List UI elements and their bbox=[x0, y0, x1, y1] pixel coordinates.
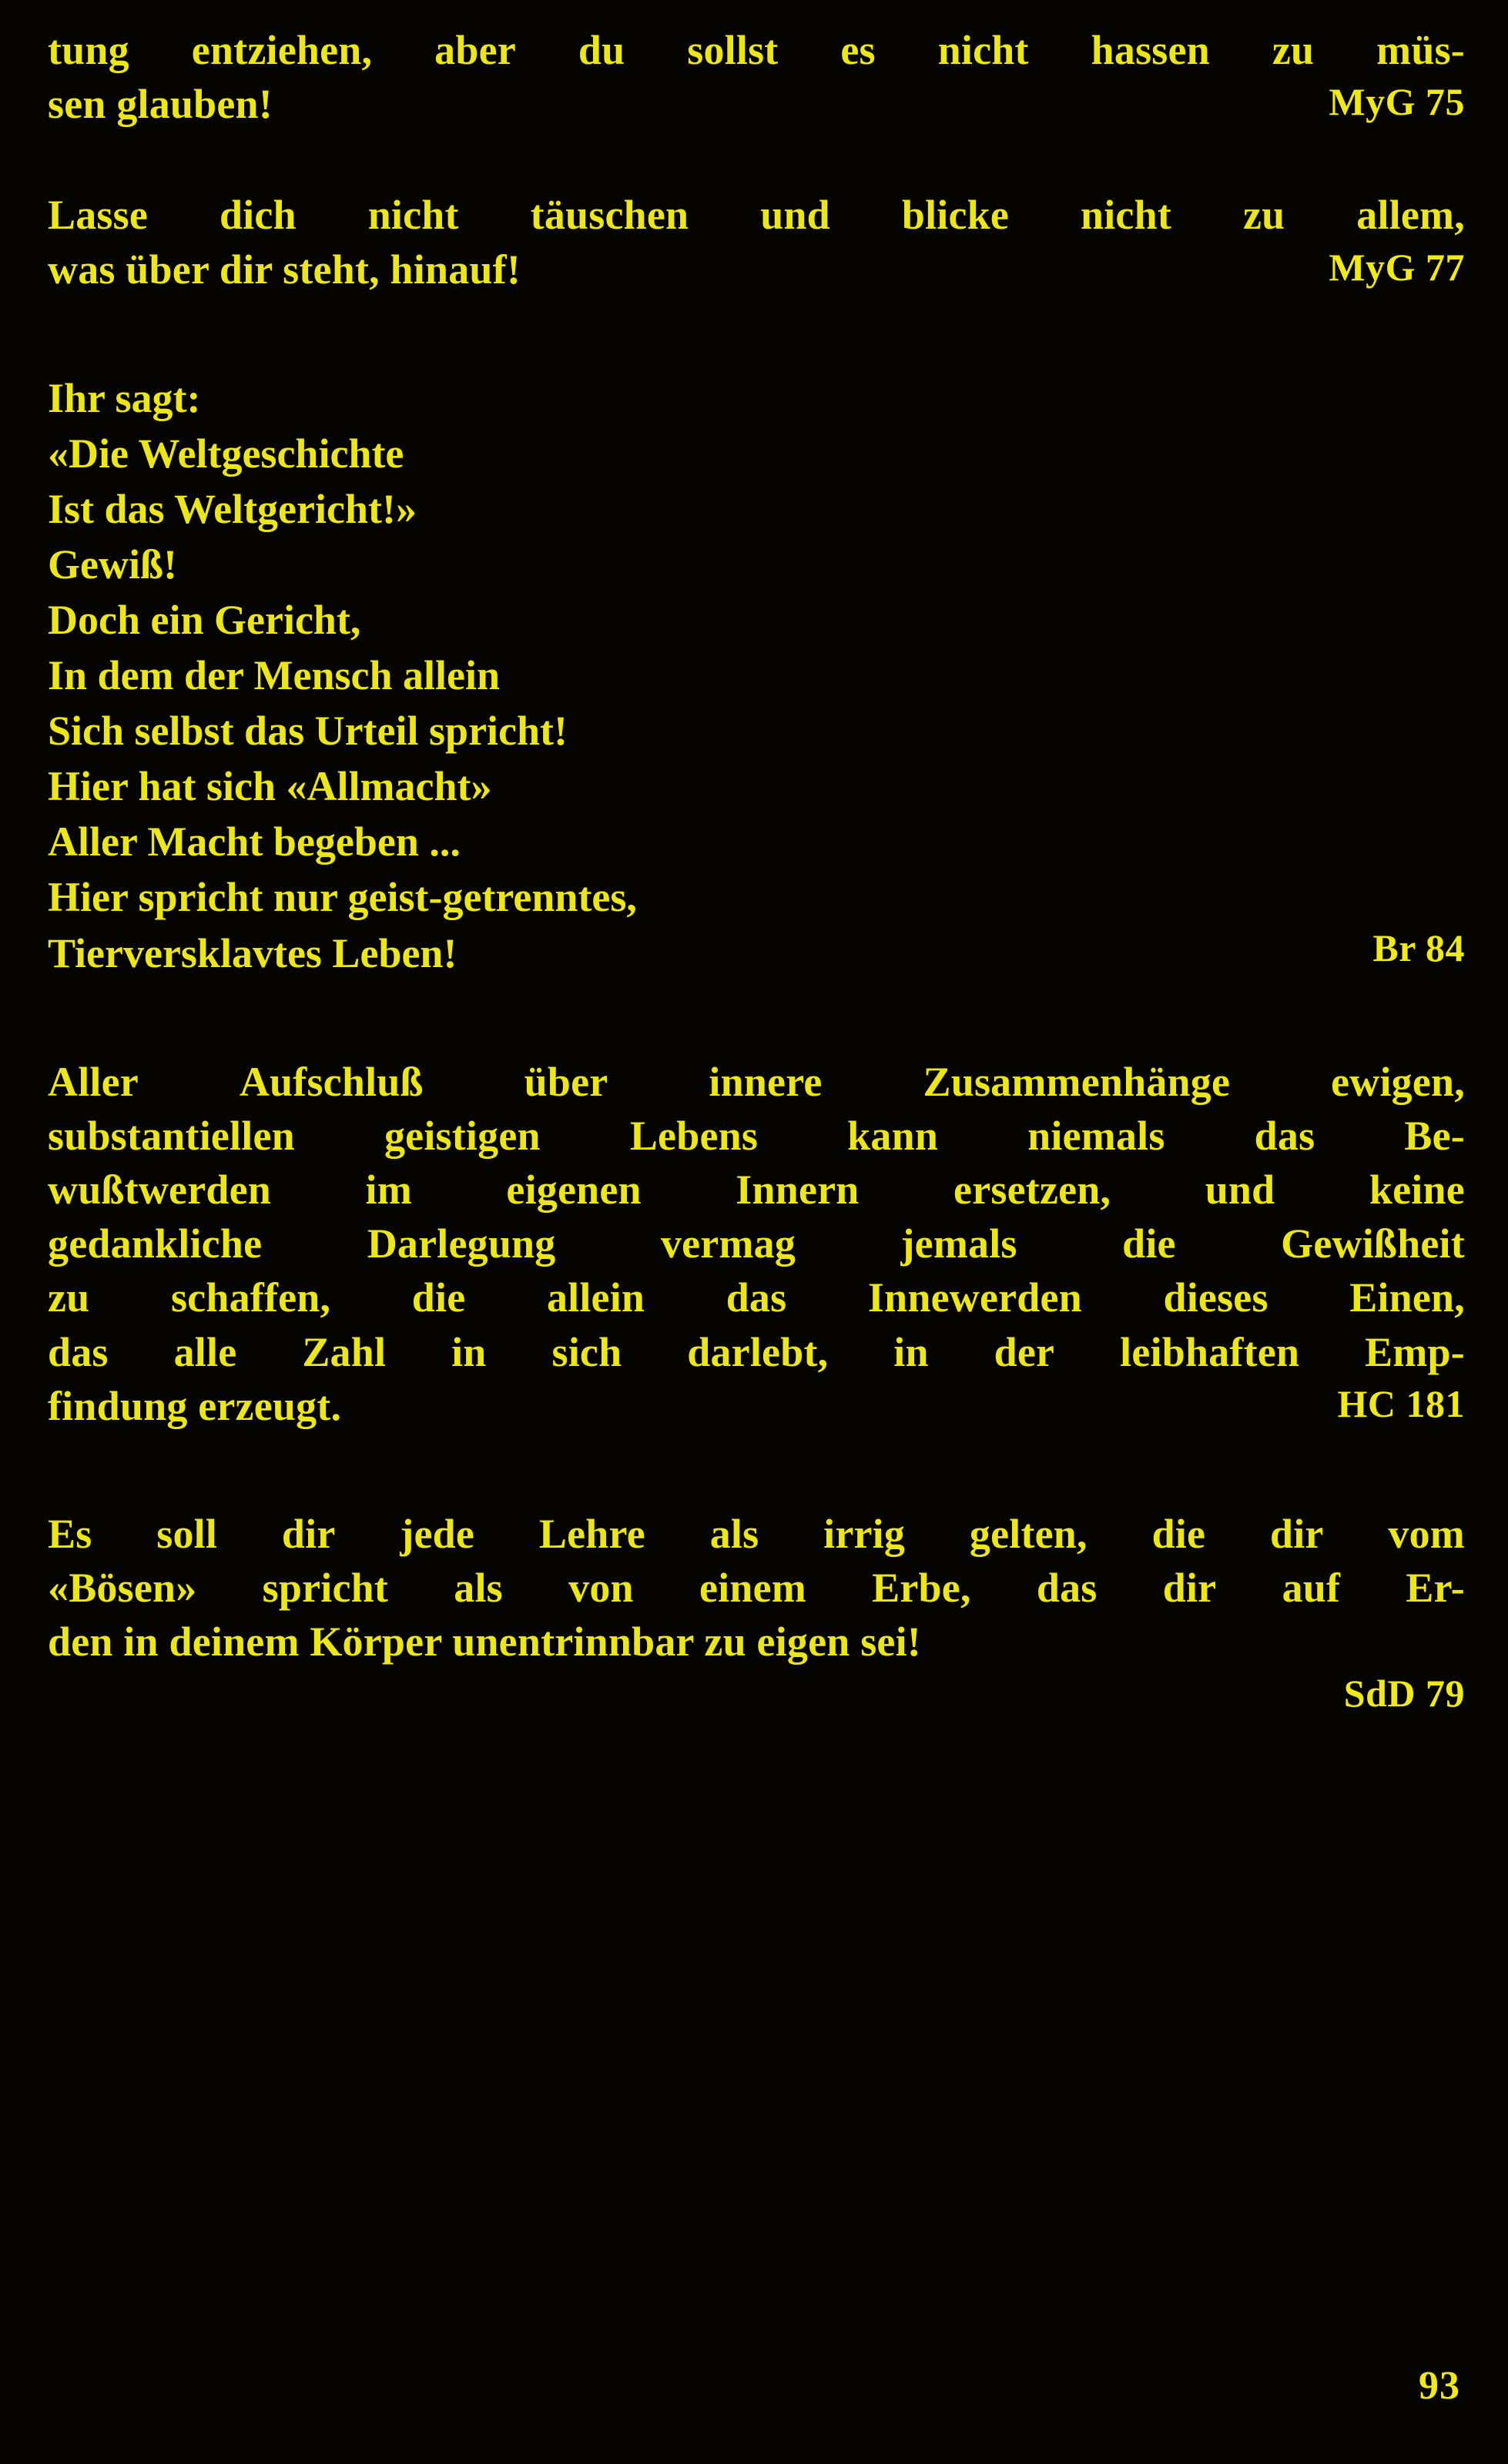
verse-line: Aller Macht begeben ... bbox=[48, 819, 461, 865]
text-line bbox=[48, 1561, 1465, 1615]
text-line bbox=[48, 188, 1465, 242]
line-text: findung erzeugt. bbox=[48, 1382, 342, 1429]
line-text: das alle Zahl in sich darlebt, in der leibhaften Emp- bbox=[48, 1328, 1465, 1375]
verse-line: Gewiß! bbox=[48, 541, 177, 588]
paragraph bbox=[48, 1055, 1465, 1433]
verse-line: Tierversklavtes Leben! bbox=[48, 929, 457, 976]
text-line bbox=[48, 1507, 1465, 1561]
text-line bbox=[48, 1325, 1465, 1379]
paragraph bbox=[48, 23, 1465, 131]
verse-line: Ihr sagt: bbox=[48, 374, 201, 421]
source-reference: SdD 79 bbox=[1343, 1672, 1465, 1716]
text-line bbox=[48, 23, 1465, 77]
text-line-with-reference bbox=[48, 243, 1465, 296]
page-number: 93 bbox=[1419, 2364, 1460, 2408]
text-line bbox=[48, 1270, 1465, 1324]
text-block-5 bbox=[48, 1507, 1465, 1719]
verse-line: Sich selbst das Urteil spricht! bbox=[48, 708, 568, 755]
verse-line: In dem der Mensch allein bbox=[48, 652, 501, 699]
source-reference: Br 84 bbox=[1372, 926, 1465, 969]
block-spacer bbox=[48, 131, 1465, 188]
line-text: zu schaffen, die allein das Innewerden dieses Einen, bbox=[48, 1274, 1465, 1321]
text-line bbox=[48, 1055, 1465, 1109]
page-content bbox=[48, 23, 1465, 1719]
text-block-2 bbox=[48, 188, 1465, 296]
text-block-1 bbox=[48, 23, 1465, 131]
verse-line: «Die Weltgeschichte bbox=[48, 430, 404, 477]
line-text: substantiellen geistigen Lebens kann niemals das Be- bbox=[48, 1112, 1465, 1159]
line-text: wußtwerden im eigenen Innern ersetzen, und keine bbox=[48, 1166, 1465, 1213]
block-spacer bbox=[48, 981, 1465, 1055]
line-text: Lasse dich nicht täuschen und blicke nicht zu allem, bbox=[48, 192, 1465, 239]
text-block-4 bbox=[48, 1055, 1465, 1433]
source-reference: MyG 75 bbox=[1329, 80, 1465, 124]
line-text: tung entziehen, aber du sollst es nicht hassen zu müs- bbox=[48, 27, 1465, 73]
text-line bbox=[48, 1163, 1465, 1217]
block-spacer bbox=[48, 1433, 1465, 1507]
verse-line: Hier hat sich «Allmacht» bbox=[48, 763, 492, 810]
text-line-with-reference bbox=[48, 77, 1465, 131]
line-text: Es soll dir jede Lehre als irrig gelten, die dir vom bbox=[48, 1510, 1465, 1557]
block-spacer bbox=[48, 296, 1465, 370]
verse-line: Ist das Weltgericht!» bbox=[48, 485, 417, 532]
verse-line: Doch ein Gericht, bbox=[48, 597, 361, 644]
paragraph bbox=[48, 188, 1465, 296]
text-block-3-verse bbox=[48, 370, 1465, 981]
line-text: gedankliche Darlegung vermag jemals die Gewißheit bbox=[48, 1220, 1465, 1267]
source-reference: MyG 77 bbox=[1329, 245, 1465, 289]
text-line-with-reference bbox=[48, 1379, 1465, 1433]
verse-line: Hier spricht nur geist-getrenntes, bbox=[48, 874, 637, 921]
paragraph bbox=[48, 1507, 1465, 1719]
line-text: «Bösen» spricht als von einem Erbe, das dir auf Er- bbox=[48, 1565, 1465, 1612]
line-text: was über dir steht, hinauf! bbox=[48, 246, 521, 293]
text-line bbox=[48, 1615, 1465, 1669]
line-text: Aller Aufschluß über innere Zusammenhänge ewigen, bbox=[48, 1058, 1465, 1105]
verse-line-with-reference bbox=[48, 926, 1465, 981]
line-text: sen glauben! bbox=[48, 81, 273, 128]
text-line bbox=[48, 1109, 1465, 1163]
line-text: den in deinem Körper unentrinnbar zu eigen sei! bbox=[48, 1619, 921, 1666]
text-line bbox=[48, 1217, 1465, 1270]
source-reference: HC 181 bbox=[1337, 1381, 1465, 1425]
